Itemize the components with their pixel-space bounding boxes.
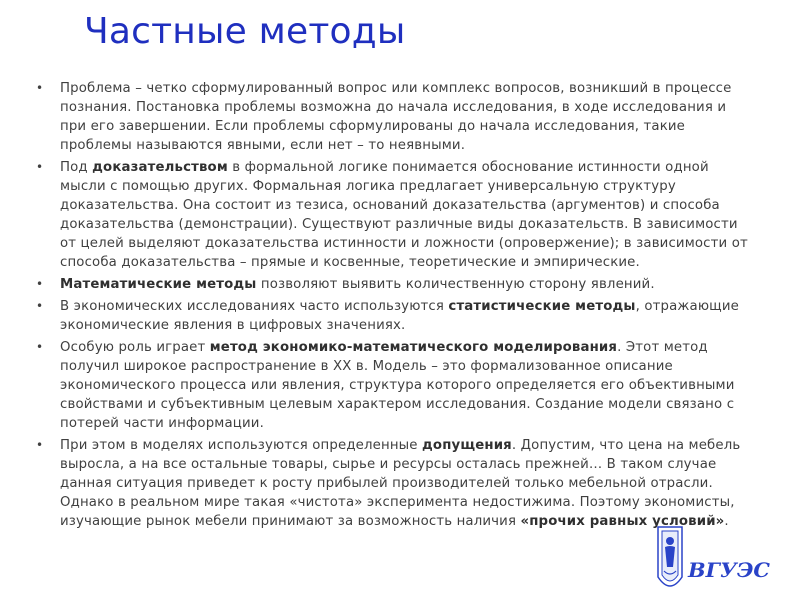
- bullet-marker: •: [36, 299, 44, 313]
- slide-title: Частные методы: [84, 11, 406, 52]
- emblem-icon: [658, 527, 682, 586]
- bold-term: статистические методы: [448, 299, 636, 314]
- bullet-item: [36, 338, 750, 433]
- bold-term: «прочих равных условий»: [520, 514, 725, 529]
- bullet-text: в формальной логике понимается обоснование истинности одной мысли с помощью других. Формальная логика предлагает универсальную структуру доказательства. Она состоит из тезиса, оснований доказательства (аргументов) и способа доказательства (демонстрации). Существуют различные виды доказательств. В зависимости от целей выделяют доказательства истинности и ложности (опровержение); в зависимости от способа доказательства – прямые и косвенные, теоретические и эмпирические.: [60, 160, 748, 270]
- bullet-marker: •: [36, 81, 44, 95]
- bullet-text: При этом в моделях используются определенные: [60, 438, 423, 453]
- bullet-item: [36, 158, 750, 272]
- bullet-text: Особую роль играет: [60, 340, 210, 355]
- bullet-item: [36, 436, 750, 531]
- bullet-item: [36, 79, 750, 155]
- bullet-text: Проблема – четко сформулированный вопрос или комплекс вопросов, возникший в процессе познания. Постановка проблемы возможна до начала исследования, в ходе исследования и при его завершении. Если проблемы сформулированы до начала исследования, такие проблемы называются явными, если нет – то неявными.: [60, 81, 732, 153]
- bullet-text: В экономических исследованиях часто используются: [60, 299, 449, 314]
- bullet-item: [36, 275, 750, 294]
- bold-term: доказательством: [92, 160, 228, 175]
- bullet-marker: •: [36, 340, 44, 354]
- bold-term: Математические методы: [60, 277, 257, 292]
- bullet-item: [36, 297, 750, 335]
- bullet-marker: •: [36, 438, 44, 452]
- bullet-text: позволяют выявить количественную сторону явлений.: [256, 277, 655, 292]
- bold-term: метод экономико-математического моделирования: [209, 340, 618, 355]
- bold-term: допущения: [422, 438, 512, 453]
- bullet-text: . Допустим, что цена на мебель выросла, а на все остальные товары, сырье и ресурсы осталась прежней… В таком случае данная ситуация приведет к росту прибылей производителей только мебельной отрасли. Однако в реальном мире такая «чистота» эксперимента недостижима. Поэтому экономисты, изучающие рынок мебели принимают за возможность наличия: [60, 438, 741, 529]
- bullet-text: Под: [60, 160, 93, 175]
- bullet-text: , отражающие экономические явления в цифровых значениях.: [60, 299, 739, 333]
- university-logo: [654, 525, 774, 597]
- logo-text: ВГУЭС: [686, 558, 771, 582]
- bullet-marker: •: [36, 160, 44, 174]
- bullet-list: [36, 79, 750, 534]
- bullet-marker: •: [36, 277, 44, 291]
- bullet-text: .: [724, 514, 729, 529]
- bullet-text: . Этот метод получил широкое распространение в XX в. Модель – это формализованное описание экономического процесса или явления, структура которого определяется его объективными свойствами и субъективным целевым характером исследования. Создание модели связано с потерей части информации.: [60, 340, 735, 431]
